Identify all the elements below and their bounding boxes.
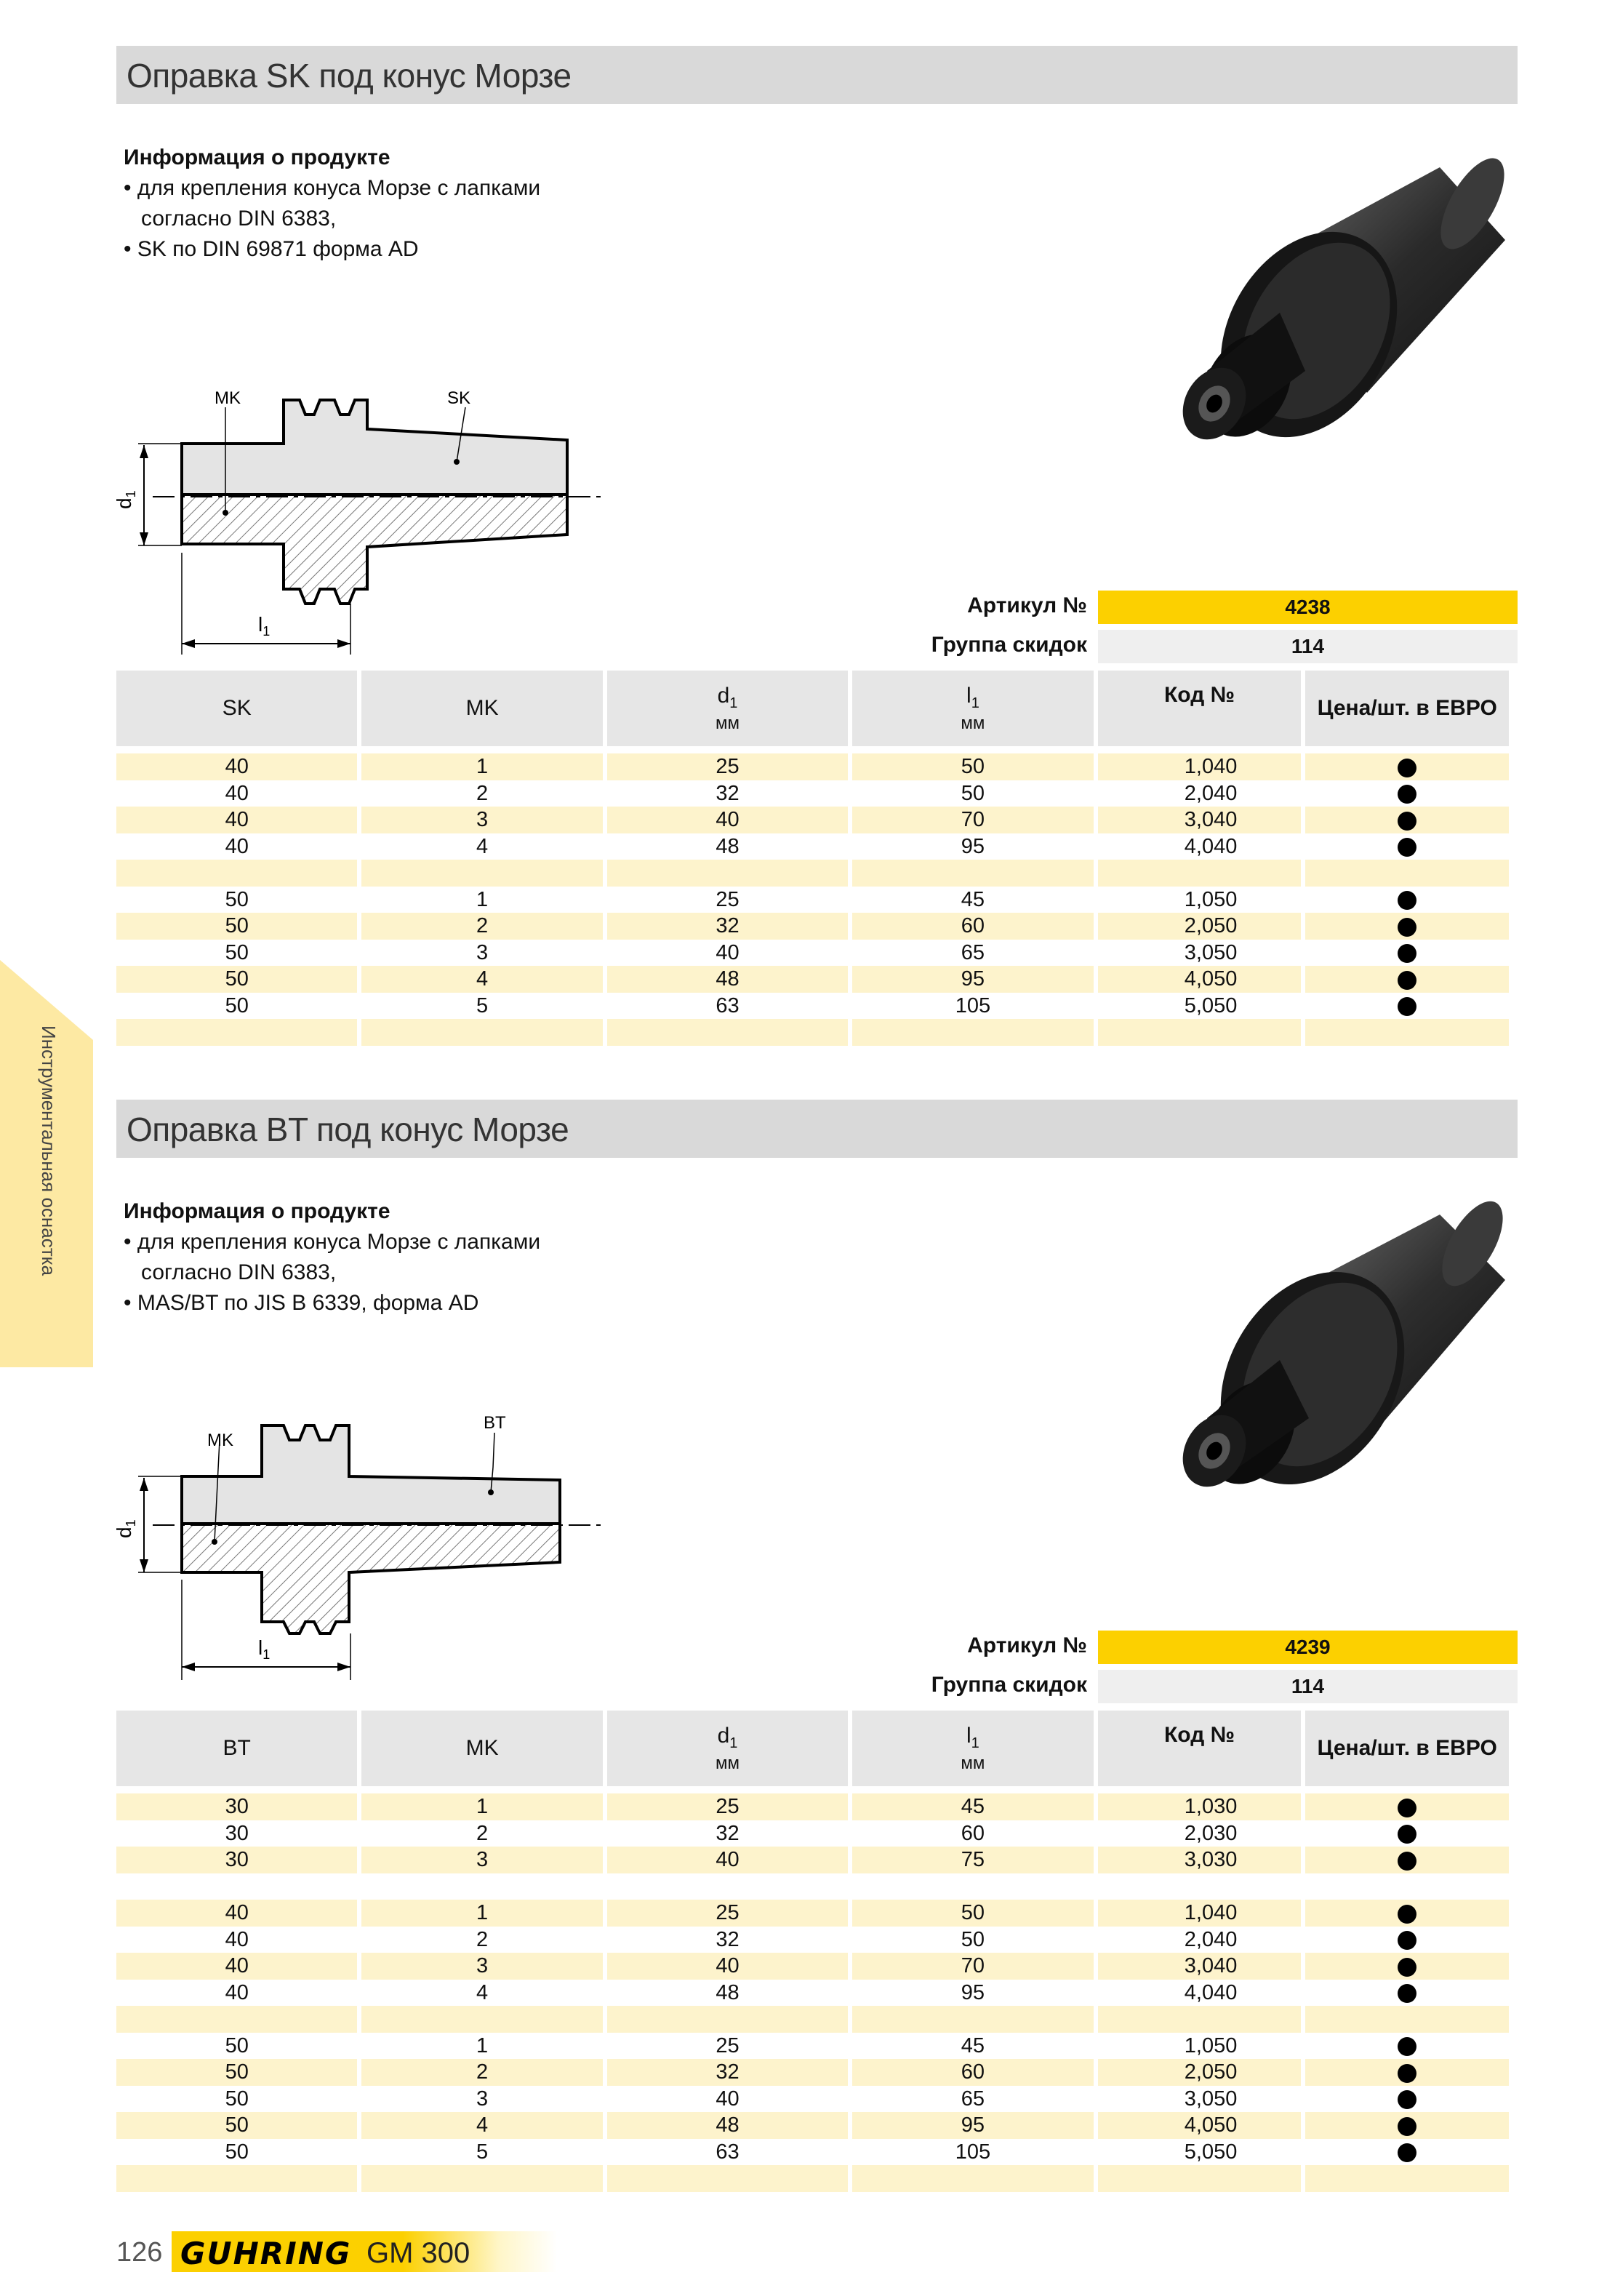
price-cell bbox=[1305, 940, 1509, 967]
table-cell: 50 bbox=[852, 1927, 1093, 1953]
code-cell: 4,040 bbox=[1098, 833, 1302, 860]
table-cell: 50 bbox=[852, 1900, 1093, 1927]
code-cell: 3,050 bbox=[1098, 940, 1302, 967]
product-photo-bt bbox=[1098, 1200, 1520, 1549]
table-row bbox=[116, 1873, 1509, 1900]
table-cell: 1 bbox=[361, 2033, 602, 2060]
page-footer bbox=[116, 2231, 553, 2272]
table-cell: 50 bbox=[116, 2086, 357, 2113]
table-cell: 50 bbox=[116, 887, 357, 913]
table-cell: 25 bbox=[607, 1900, 848, 1927]
code-cell: 4,050 bbox=[1098, 2112, 1302, 2139]
table-cell bbox=[116, 2006, 357, 2033]
price-cell bbox=[1305, 2112, 1509, 2139]
table-row bbox=[116, 1927, 1509, 1953]
table-row bbox=[116, 2059, 1509, 2086]
code-cell: 3,040 bbox=[1098, 807, 1302, 833]
price-cell bbox=[1305, 1847, 1509, 1873]
drawing-label-bt: BT bbox=[484, 1413, 506, 1433]
availability-dot-icon bbox=[1398, 785, 1416, 804]
drawing-label-d1: $d_1$ bbox=[113, 490, 138, 509]
table-cell: 3 bbox=[361, 807, 602, 833]
table-cell: 40 bbox=[116, 1953, 357, 1980]
table-row bbox=[116, 2139, 1509, 2166]
table-row bbox=[116, 807, 1509, 833]
table-cell: 40 bbox=[607, 1953, 848, 1980]
col-header-code: Код № bbox=[1098, 1711, 1302, 1786]
availability-dot-icon bbox=[1398, 997, 1416, 1016]
availability-dot-icon bbox=[1398, 2064, 1416, 2083]
col-header-d1: $d_1$ мм bbox=[607, 1711, 848, 1786]
table-cell: 40 bbox=[116, 753, 357, 780]
table-cell: 1 bbox=[361, 1793, 602, 1820]
code-cell: 2,050 bbox=[1098, 2059, 1302, 2086]
table-cell: 40 bbox=[607, 807, 848, 833]
table-cell: 50 bbox=[116, 2139, 357, 2166]
availability-dot-icon bbox=[1398, 2117, 1416, 2136]
availability-dot-icon bbox=[1398, 891, 1416, 910]
table-cell: 70 bbox=[852, 1953, 1093, 1980]
price-cell bbox=[1305, 1953, 1509, 1980]
availability-dot-icon bbox=[1398, 1825, 1416, 1844]
spec-table-sk bbox=[112, 671, 1513, 1046]
table-cell: 45 bbox=[852, 2033, 1093, 2060]
price-cell bbox=[1305, 993, 1509, 1020]
table-cell: 60 bbox=[852, 1820, 1093, 1847]
code-cell: 1,040 bbox=[1098, 1900, 1302, 1927]
code-cell: 2,030 bbox=[1098, 1820, 1302, 1847]
table-cell: 32 bbox=[607, 913, 848, 940]
info-line: • MAS/BT по JIS B 6339, форма AD bbox=[124, 1291, 479, 1315]
table-row bbox=[116, 2112, 1509, 2139]
page-number: 126 bbox=[116, 2237, 163, 2268]
table-cell: 63 bbox=[607, 993, 848, 1020]
table-row bbox=[116, 887, 1509, 913]
table-row bbox=[116, 780, 1509, 807]
table-cell: 70 bbox=[852, 807, 1093, 833]
table-cell: 50 bbox=[116, 2112, 357, 2139]
table-row bbox=[116, 833, 1509, 860]
table-cell: 48 bbox=[607, 2112, 848, 2139]
code-cell: 4,040 bbox=[1098, 1980, 1302, 2007]
table-cell bbox=[607, 1019, 848, 1046]
table-cell: 40 bbox=[116, 833, 357, 860]
table-cell: 30 bbox=[116, 1820, 357, 1847]
code-cell: 1,040 bbox=[1098, 753, 1302, 780]
table-cell: 105 bbox=[852, 2139, 1093, 2166]
info-line: согласно DIN 6383, bbox=[141, 207, 337, 231]
code-cell bbox=[1098, 2006, 1302, 2033]
section-title-bar-bt bbox=[116, 1100, 1518, 1158]
table-row bbox=[116, 1900, 1509, 1927]
availability-dot-icon bbox=[1398, 918, 1416, 937]
table-cell: 1 bbox=[361, 753, 602, 780]
table-cell: 50 bbox=[116, 2033, 357, 2060]
availability-dot-icon bbox=[1398, 2037, 1416, 2056]
availability-dot-icon bbox=[1398, 971, 1416, 990]
code-cell: 1,050 bbox=[1098, 2033, 1302, 2060]
col-header-price: Цена/шт. в ЕВРО bbox=[1305, 1711, 1509, 1786]
code-cell: 2,040 bbox=[1098, 780, 1302, 807]
table-cell: 3 bbox=[361, 940, 602, 967]
table-cell bbox=[607, 1873, 848, 1900]
table-cell: 95 bbox=[852, 2112, 1093, 2139]
price-cell bbox=[1305, 2059, 1509, 2086]
table-cell: 40 bbox=[607, 2086, 848, 2113]
article-value: 4239 bbox=[1098, 1631, 1518, 1664]
table-cell: 5 bbox=[361, 2139, 602, 2166]
info-line: • для крепления конуса Морзе с лапками bbox=[124, 176, 541, 200]
table-row bbox=[116, 1820, 1509, 1847]
table-cell bbox=[607, 860, 848, 887]
code-cell bbox=[1098, 860, 1302, 887]
table-cell: 40 bbox=[116, 1980, 357, 2007]
table-row bbox=[116, 913, 1509, 940]
table-cell: 32 bbox=[607, 1927, 848, 1953]
table-cell: 32 bbox=[607, 780, 848, 807]
availability-dot-icon bbox=[1398, 1799, 1416, 1817]
code-cell: 4,050 bbox=[1098, 966, 1302, 993]
table-cell: 25 bbox=[607, 753, 848, 780]
table-cell: 2 bbox=[361, 1927, 602, 1953]
price-cell bbox=[1305, 2006, 1509, 2033]
technical-drawing-sk bbox=[109, 385, 618, 655]
table-cell: 4 bbox=[361, 2112, 602, 2139]
drawing-label-l1: $l_1$ bbox=[258, 1636, 270, 1662]
col-header-code: Код № bbox=[1098, 671, 1302, 746]
table-row bbox=[116, 993, 1509, 1020]
table-cell bbox=[852, 2006, 1093, 2033]
info-line: • для крепления конуса Морзе с лапками bbox=[124, 1230, 541, 1254]
table-cell bbox=[116, 1873, 357, 1900]
table-row bbox=[116, 2086, 1509, 2113]
col-header-d1: $d_1$ мм bbox=[607, 671, 848, 746]
table-cell: 50 bbox=[116, 2059, 357, 2086]
table-cell: 32 bbox=[607, 2059, 848, 2086]
table-cell: 2 bbox=[361, 913, 602, 940]
price-cell bbox=[1305, 913, 1509, 940]
price-cell bbox=[1305, 887, 1509, 913]
availability-dot-icon bbox=[1398, 838, 1416, 857]
table-cell: 50 bbox=[852, 753, 1093, 780]
price-cell bbox=[1305, 1900, 1509, 1927]
article-value: 4238 bbox=[1098, 591, 1518, 624]
code-cell: 1,050 bbox=[1098, 887, 1302, 913]
table-row bbox=[116, 860, 1509, 887]
code-cell bbox=[1098, 2165, 1302, 2192]
col-header-price: Цена/шт. в ЕВРО bbox=[1305, 671, 1509, 746]
brand-logo: GUHRING bbox=[180, 2236, 352, 2271]
table-row bbox=[116, 1793, 1509, 1820]
table-row bbox=[116, 1847, 1509, 1873]
availability-dot-icon bbox=[1398, 1852, 1416, 1871]
article-label: Артикул № bbox=[967, 593, 1087, 617]
availability-dot-icon bbox=[1398, 944, 1416, 963]
table-cell: 50 bbox=[116, 966, 357, 993]
col-header-mk: MK bbox=[361, 1711, 602, 1786]
table-row bbox=[116, 2165, 1509, 2192]
price-cell bbox=[1305, 1793, 1509, 1820]
price-cell bbox=[1305, 1820, 1509, 1847]
price-cell bbox=[1305, 1019, 1509, 1046]
discount-value: 114 bbox=[1098, 1670, 1518, 1703]
table-cell: 4 bbox=[361, 966, 602, 993]
table-cell: 1 bbox=[361, 887, 602, 913]
table-row bbox=[116, 753, 1509, 780]
table-row bbox=[116, 1980, 1509, 2007]
price-cell bbox=[1305, 966, 1509, 993]
section-title: Оправка SK под конус Морзе bbox=[127, 57, 572, 95]
table-cell: 2 bbox=[361, 780, 602, 807]
table-cell: 45 bbox=[852, 1793, 1093, 1820]
discount-value: 114 bbox=[1098, 630, 1518, 663]
discount-label: Группа скидок bbox=[931, 1673, 1087, 1697]
table-cell: 105 bbox=[852, 993, 1093, 1020]
table-cell: 30 bbox=[116, 1793, 357, 1820]
table-cell: 63 bbox=[607, 2139, 848, 2166]
info-line: • SK по DIN 69871 форма AD bbox=[124, 237, 419, 261]
availability-dot-icon bbox=[1398, 1958, 1416, 1977]
drawing-label-d1: $d_1$ bbox=[113, 1519, 138, 1538]
drawing-label-mk: MK bbox=[215, 388, 241, 408]
table-row bbox=[116, 940, 1509, 967]
code-cell: 5,050 bbox=[1098, 993, 1302, 1020]
spec-table-body bbox=[116, 1793, 1509, 2192]
price-cell bbox=[1305, 807, 1509, 833]
table-cell: 40 bbox=[116, 1927, 357, 1953]
table-cell bbox=[852, 1873, 1093, 1900]
col-header-l1: $l_1$ мм bbox=[852, 671, 1093, 746]
code-cell: 2,050 bbox=[1098, 913, 1302, 940]
table-cell: 40 bbox=[607, 940, 848, 967]
spec-table-bt bbox=[112, 1711, 1513, 2192]
table-cell: 65 bbox=[852, 940, 1093, 967]
availability-dot-icon bbox=[1398, 812, 1416, 831]
product-info-bt bbox=[124, 1196, 540, 1319]
catalog-name: GM 300 bbox=[366, 2237, 470, 2269]
availability-dot-icon bbox=[1398, 1931, 1416, 1950]
info-heading: Информация о продукте bbox=[124, 1199, 390, 1223]
availability-dot-icon bbox=[1398, 1984, 1416, 2003]
table-cell: 48 bbox=[607, 833, 848, 860]
price-cell bbox=[1305, 1980, 1509, 2007]
drawing-label-l1: $l_1$ bbox=[258, 613, 270, 639]
table-cell: 3 bbox=[361, 1847, 602, 1873]
availability-dot-icon bbox=[1398, 759, 1416, 777]
availability-dot-icon bbox=[1398, 1905, 1416, 1924]
product-photo-sk bbox=[1098, 153, 1520, 502]
spec-table-body bbox=[116, 753, 1509, 1046]
table-row bbox=[116, 1019, 1509, 1046]
table-cell bbox=[607, 2006, 848, 2033]
table-row bbox=[116, 1953, 1509, 1980]
table-cell bbox=[116, 2165, 357, 2192]
table-cell: 65 bbox=[852, 2086, 1093, 2113]
table-cell: 40 bbox=[116, 1900, 357, 1927]
table-cell: 95 bbox=[852, 966, 1093, 993]
table-cell bbox=[852, 1019, 1093, 1046]
table-cell bbox=[116, 1019, 357, 1046]
code-cell: 3,040 bbox=[1098, 1953, 1302, 1980]
section-title-bar-sk bbox=[116, 46, 1518, 104]
table-cell: 40 bbox=[116, 780, 357, 807]
info-heading: Информация о продукте bbox=[124, 145, 390, 169]
table-cell: 4 bbox=[361, 1980, 602, 2007]
price-cell bbox=[1305, 833, 1509, 860]
table-cell: 5 bbox=[361, 993, 602, 1020]
price-cell bbox=[1305, 780, 1509, 807]
table-cell: 2 bbox=[361, 2059, 602, 2086]
table-cell: 30 bbox=[116, 1847, 357, 1873]
col-header-mk: MK bbox=[361, 671, 602, 746]
code-cell bbox=[1098, 1019, 1302, 1046]
table-cell: 40 bbox=[607, 1847, 848, 1873]
brand-strip bbox=[172, 2231, 557, 2272]
table-cell bbox=[116, 860, 357, 887]
table-row bbox=[116, 2006, 1509, 2033]
table-cell: 95 bbox=[852, 833, 1093, 860]
col-header-l1: $l_1$ мм bbox=[852, 1711, 1093, 1786]
table-cell bbox=[361, 1019, 602, 1046]
table-cell: 3 bbox=[361, 2086, 602, 2113]
code-cell: 3,030 bbox=[1098, 1847, 1302, 1873]
availability-dot-icon bbox=[1398, 2143, 1416, 2162]
table-cell: 25 bbox=[607, 887, 848, 913]
table-cell: 40 bbox=[116, 807, 357, 833]
technical-drawing-bt bbox=[109, 1411, 618, 1680]
product-info-sk bbox=[124, 143, 540, 265]
code-cell: 1,030 bbox=[1098, 1793, 1302, 1820]
table-cell: 50 bbox=[116, 993, 357, 1020]
table-cell: 4 bbox=[361, 833, 602, 860]
col-header-sk: SK bbox=[116, 671, 357, 746]
table-cell bbox=[607, 2165, 848, 2192]
table-cell: 95 bbox=[852, 1980, 1093, 2007]
table-cell: 3 bbox=[361, 1953, 602, 1980]
col-header-bt: BT bbox=[116, 1711, 357, 1786]
table-cell: 50 bbox=[116, 913, 357, 940]
code-cell: 2,040 bbox=[1098, 1927, 1302, 1953]
table-cell bbox=[852, 860, 1093, 887]
table-cell: 48 bbox=[607, 1980, 848, 2007]
table-cell: 2 bbox=[361, 1820, 602, 1847]
code-cell: 5,050 bbox=[1098, 2139, 1302, 2166]
price-cell bbox=[1305, 2139, 1509, 2166]
availability-dot-icon bbox=[1398, 2090, 1416, 2109]
drawing-label-mk: MK bbox=[207, 1431, 233, 1450]
table-cell: 50 bbox=[852, 780, 1093, 807]
table-cell: 45 bbox=[852, 887, 1093, 913]
table-cell: 75 bbox=[852, 1847, 1093, 1873]
code-cell bbox=[1098, 1873, 1302, 1900]
table-cell: 50 bbox=[116, 940, 357, 967]
table-cell bbox=[361, 1873, 602, 1900]
table-cell bbox=[852, 2165, 1093, 2192]
section-title: Оправка BT под конус Морзе bbox=[127, 1111, 569, 1148]
price-cell bbox=[1305, 2086, 1509, 2113]
table-row bbox=[116, 2033, 1509, 2060]
table-cell: 32 bbox=[607, 1820, 848, 1847]
table-cell: 25 bbox=[607, 2033, 848, 2060]
discount-label: Группа скидок bbox=[931, 633, 1087, 657]
table-row bbox=[116, 966, 1509, 993]
price-cell bbox=[1305, 860, 1509, 887]
info-line: согласно DIN 6383, bbox=[141, 1260, 337, 1284]
price-cell bbox=[1305, 1873, 1509, 1900]
price-cell bbox=[1305, 2165, 1509, 2192]
side-tab-label: Инструментальная оснастка bbox=[38, 1025, 60, 1276]
table-cell: 25 bbox=[607, 1793, 848, 1820]
price-cell bbox=[1305, 2033, 1509, 2060]
article-label: Артикул № bbox=[967, 1633, 1087, 1657]
table-cell bbox=[361, 2006, 602, 2033]
table-cell: 48 bbox=[607, 966, 848, 993]
table-cell: 60 bbox=[852, 2059, 1093, 2086]
table-cell bbox=[361, 860, 602, 887]
table-cell bbox=[361, 2165, 602, 2192]
code-cell: 3,050 bbox=[1098, 2086, 1302, 2113]
table-cell: 1 bbox=[361, 1900, 602, 1927]
price-cell bbox=[1305, 753, 1509, 780]
table-cell: 60 bbox=[852, 913, 1093, 940]
price-cell bbox=[1305, 1927, 1509, 1953]
drawing-label-sk: SK bbox=[447, 388, 471, 408]
